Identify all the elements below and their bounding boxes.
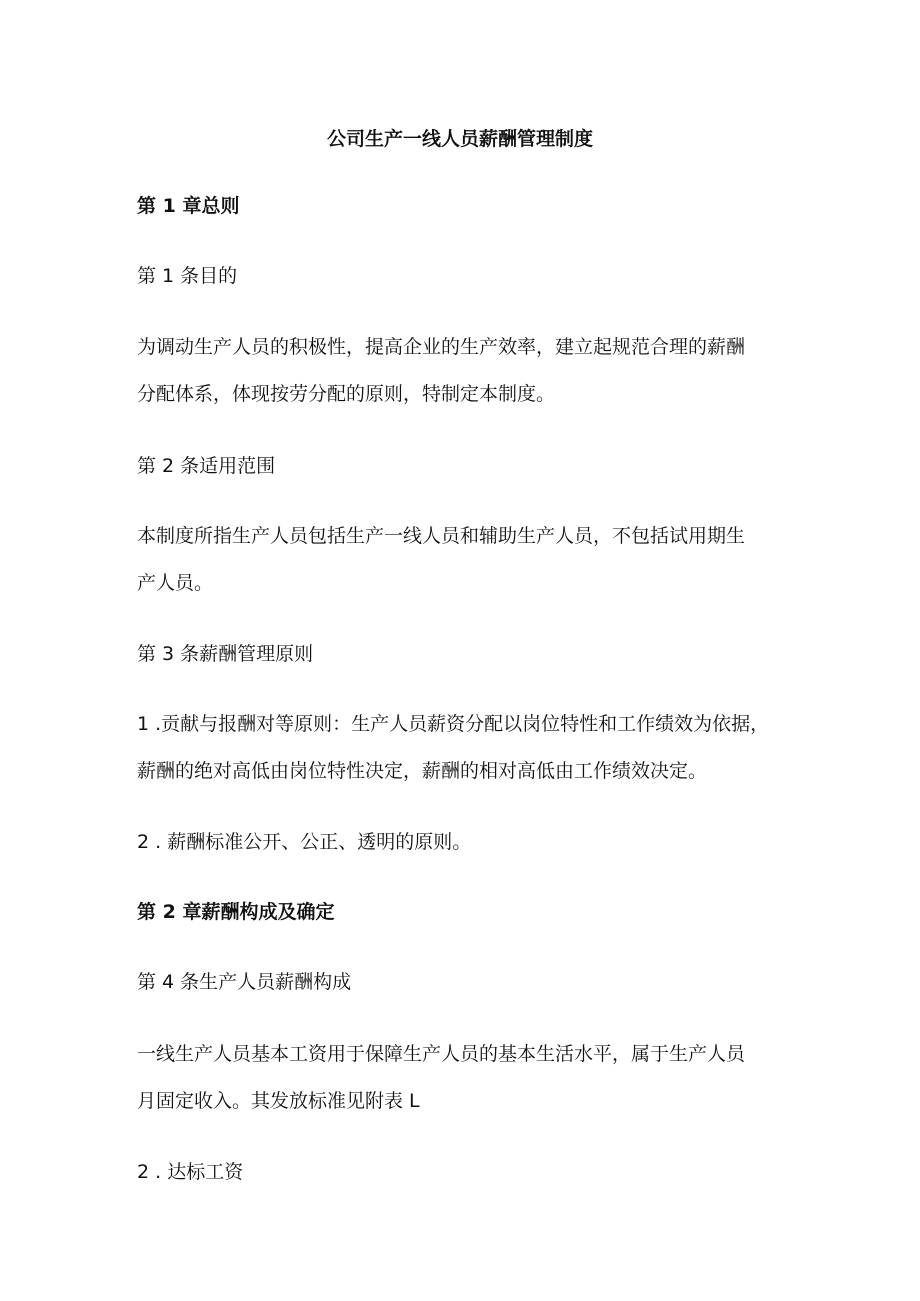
article-3-item-1-line-1: 1 .贡献与报酬对等原则：生产人员薪资分配以岗位特性和工作绩效为依据， (137, 713, 770, 735)
article-3-item-1-line-2: 薪酬的绝对高低由岗位特性决定，薪酬的相对高低由工作绩效决定。 (137, 760, 708, 782)
article-2-text-line-1: 本制度所指生产人员包括生产一线人员和辅助生产人员，不包括试用期生 (137, 525, 746, 547)
document-title: 公司生产一线人员薪酬管理制度 (326, 128, 593, 150)
article-4-text-line-2: 月固定收入。其发放标准见附表 L (137, 1090, 420, 1112)
article-1-heading: 第 1 条目的 (137, 265, 238, 287)
article-3-item-2: 2 . 薪酬标准公开、公正、透明的原则。 (137, 831, 472, 853)
article-4-item-2: 2 . 达标工资 (137, 1161, 244, 1183)
article-2-text-line-2: 产人员。 (137, 572, 214, 594)
article-3-heading: 第 3 条薪酬管理原则 (137, 643, 314, 665)
chapter-1-heading: 第 1 章总则 (137, 195, 240, 217)
article-1-text-line-2: 分配体系，体现按劳分配的原则，特制定本制度。 (137, 383, 556, 405)
chapter-2-heading: 第 2 章薪酬构成及确定 (137, 901, 335, 923)
article-2-heading: 第 2 条适用范围 (137, 455, 276, 477)
article-4-heading: 第 4 条生产人员薪酬构成 (137, 971, 352, 993)
article-1-text-line-1: 为调动生产人员的积极性，提高企业的生产效率，建立起规范合理的薪酬 (137, 336, 746, 358)
article-4-text-line-1: 一线生产人员基本工资用于保障生产人员的基本生活水平，属于生产人员 (137, 1043, 746, 1065)
